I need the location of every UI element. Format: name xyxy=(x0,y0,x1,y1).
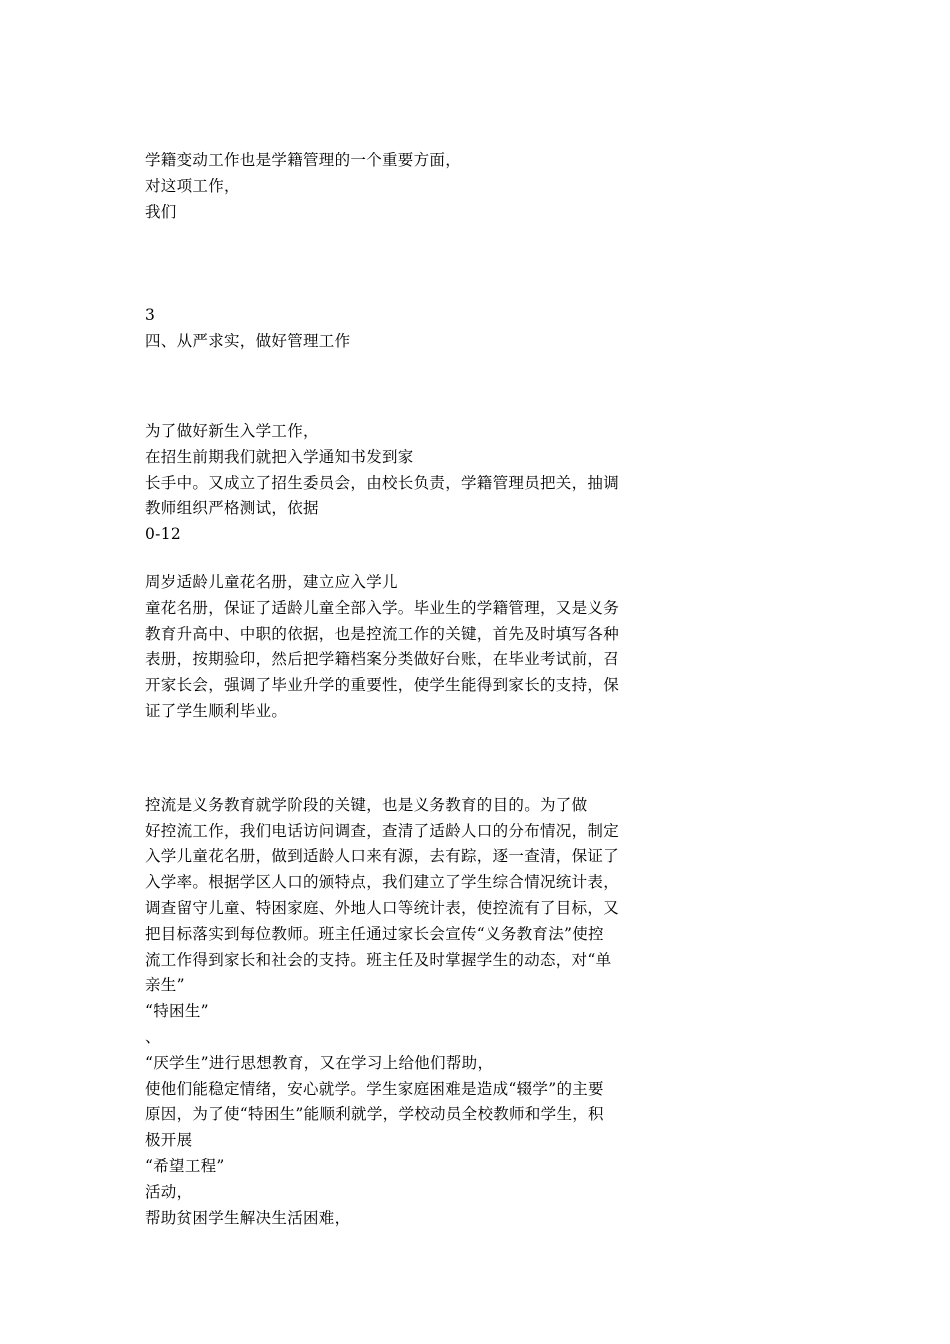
text-line: 把目标落实到每位教师。班主任通过家长会宣传“义务教育法”使控 xyxy=(145,924,604,943)
text-line: 长手中。又成立了招生委员会，由校长负责，学籍管理员把关，抽调 xyxy=(145,473,620,492)
spacer xyxy=(145,225,655,303)
text-line: 对这项工作， xyxy=(145,176,240,195)
text-line: 童花名册，保证了适龄儿童全部入学。毕业生的学籍管理，又是义务 xyxy=(145,598,620,617)
text-line: 流工作得到家长和社会的支持。班主任及时掌握学生的动态，对“单 xyxy=(145,950,612,969)
text-line: 控流是义务教育就学阶段的关键，也是义务教育的目的。为了做 xyxy=(145,795,588,814)
paragraph-graduate-management xyxy=(145,570,655,725)
text-line: “特困生” xyxy=(145,1002,209,1021)
text-line: 使他们能稳定情绪，安心就学。学生家庭困难是造成“辍学”的主要 xyxy=(145,1079,604,1098)
spacer xyxy=(145,355,655,419)
text-line: 活动， xyxy=(145,1182,193,1201)
text-line: 为了做好新生入学工作， xyxy=(145,421,319,440)
text-line: 0-12 xyxy=(145,525,182,544)
text-line: “希望工程” xyxy=(145,1156,225,1175)
text-line: 证了学生顺利毕业。 xyxy=(145,701,288,720)
text-line: 调查留守儿童、特困家庭、外地人口等统计表，使控流有了目标，又 xyxy=(145,898,620,917)
section-heading: 四、从严求实，做好管理工作 xyxy=(145,332,351,351)
text-line: 入学儿童花名册，做到适龄人口来有源，去有踪，逐一查清，保证了 xyxy=(145,847,620,866)
paragraph-student-status-change xyxy=(145,148,655,225)
section-heading-block xyxy=(145,303,655,355)
text-line: 学籍变动工作也是学籍管理的一个重要方面， xyxy=(145,151,462,169)
text-line: “厌学生”进行思想教育，又在学习上给他们帮助， xyxy=(145,1053,494,1072)
page-number: 3 xyxy=(145,306,156,325)
text-line: 开家长会，强调了毕业升学的重要性，使学生能得到家长的支持，保 xyxy=(145,676,620,695)
text-line: 在招生前期我们就把入学通知书发到家 xyxy=(145,447,414,466)
text-line: 帮助贫困学生解决生活困难， xyxy=(145,1208,351,1227)
text-line: 好控流工作，我们电话访问调查，查清了适龄人口的分布情况，制定 xyxy=(145,821,620,840)
text-line: 表册，按期验印，然后把学籍档案分类做好台账，在毕业考试前，召 xyxy=(145,650,620,669)
paragraph-dropout-control xyxy=(145,793,655,1232)
text-line: 教育升高中、中职的依据，也是控流工作的关键，首先及时填写各种 xyxy=(145,624,620,643)
text-line: 我们 xyxy=(145,202,177,221)
text-line: 原因，为了使“特困生”能顺利就学，学校动员全校教师和学生，积 xyxy=(145,1105,604,1124)
text-line: 、 xyxy=(145,1027,161,1046)
text-line: 教师组织严格测试，依据 xyxy=(145,499,319,518)
spacer xyxy=(145,725,655,793)
text-line: 亲生” xyxy=(145,976,185,995)
spacer xyxy=(145,548,655,570)
text-line: 极开展 xyxy=(145,1131,193,1150)
document-page xyxy=(145,148,655,1231)
text-line: 入学率。根据学区人口的颁特点，我们建立了学生综合情况统计表， xyxy=(145,873,620,892)
text-line: 周岁适龄儿童花名册，建立应入学儿 xyxy=(145,572,398,591)
paragraph-new-student-enrollment xyxy=(145,419,655,548)
